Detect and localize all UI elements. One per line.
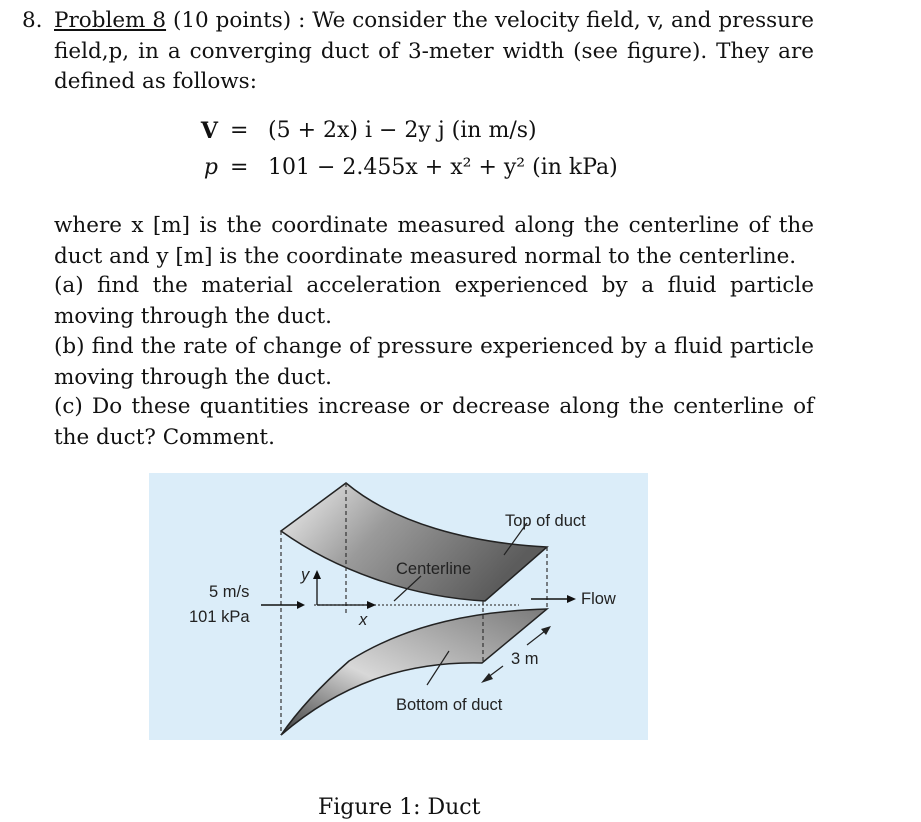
part-a: (a) find the material acceleration experienced by a fluid particle moving through the duct. bbox=[54, 273, 814, 329]
part-b: (b) find the rate of change of pressure experienced by a fluid particle moving through the duct. bbox=[54, 334, 814, 390]
flow-label: Flow bbox=[581, 590, 616, 608]
x-axis-label: x bbox=[359, 611, 368, 629]
problem-intro bbox=[54, 6, 814, 98]
y-axis-label: y bbox=[301, 566, 310, 584]
eq-op: = bbox=[230, 118, 249, 143]
part-c: (c) Do these quantities increase or decrease along the centerline of the duct? Comment. bbox=[54, 394, 814, 450]
figure-caption: Figure 1: Duct bbox=[318, 795, 481, 820]
duct-diagram bbox=[149, 473, 648, 740]
centerline-label: Centerline bbox=[396, 560, 472, 578]
problem-number: 8. bbox=[22, 8, 43, 33]
bottom-of-duct-label: Bottom of duct bbox=[396, 696, 503, 714]
problem-title: Problem 8 bbox=[54, 8, 167, 33]
duct-figure bbox=[149, 473, 648, 740]
inlet-velocity-label: 5 m/s bbox=[209, 583, 250, 601]
inlet-pressure-label: 101 kPa bbox=[189, 608, 250, 626]
bottom-wall bbox=[281, 609, 547, 735]
problem-intro-text: We consider the velocity field, v, and pressure field,p, in a converging duct of 3-meter width (see figure). They are defined as follows: bbox=[54, 8, 815, 94]
body-text: where x [m] is the coordinate measured along the centerline of the duct and y [m] is the coordinate measured normal to the centerline. bbox=[54, 213, 814, 269]
eq-rhs: 101 − 2.455x + x² + y² (in kPa) bbox=[268, 155, 618, 180]
problem-points: (10 points) : bbox=[172, 8, 306, 33]
width-label: 3 m bbox=[511, 650, 539, 668]
eq-lhs: V bbox=[200, 118, 218, 144]
top-of-duct-label: Top of duct bbox=[505, 512, 586, 530]
top-wall bbox=[281, 483, 547, 601]
eq-op: = bbox=[230, 155, 249, 180]
eq-rhs: (5 + 2x) i − 2y j (in m/s) bbox=[268, 118, 537, 143]
eq-lhs: p bbox=[203, 155, 218, 180]
